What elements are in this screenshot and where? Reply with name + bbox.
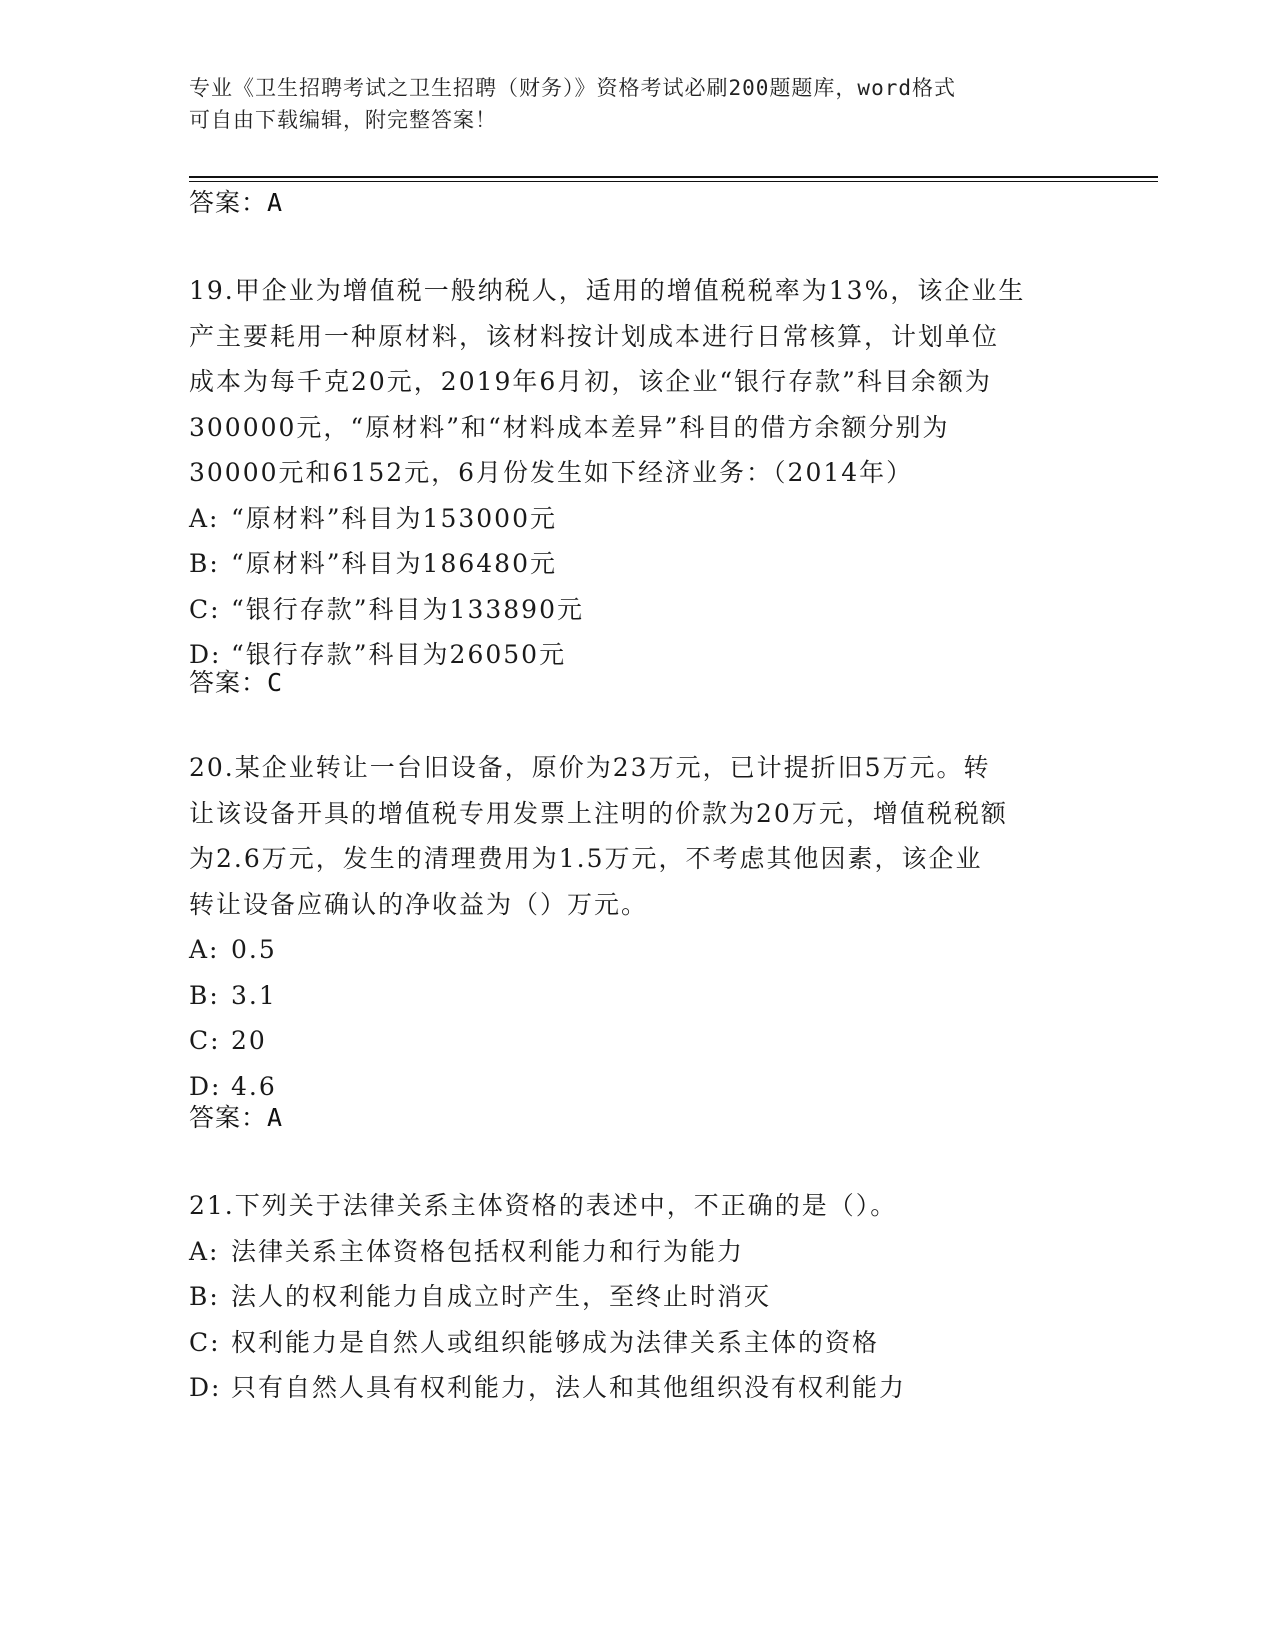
- option-text: “银行存款”科目为26050元: [231, 640, 567, 669]
- option-text: 权利能力是自然人或组织能够成为法律关系主体的资格: [231, 1327, 880, 1357]
- question-stem: 让该设备开具的增值税专用发票上注明的价款为20万元，增值税税额: [189, 798, 1008, 828]
- option-a: [189, 1229, 1089, 1275]
- question-stem: 为2.6万元，发生的清理费用为1.5万元，不考虑其他因素，该企业: [189, 844, 983, 873]
- question-19: [189, 268, 1089, 678]
- option-key: D:: [189, 1373, 222, 1402]
- option-c: [189, 587, 1089, 633]
- option-key: D:: [189, 1071, 222, 1101]
- option-a: [189, 927, 1089, 973]
- option-text: 法人的权利能力自成立时产生，至终止时消灭: [231, 1282, 772, 1311]
- option-text: 只有自然人具有权利能力，法人和其他组织没有权利能力: [231, 1373, 907, 1402]
- question-stem: 21.下列关于法律关系主体资格的表述中，不正确的是（）。: [189, 1191, 898, 1220]
- option-text: 0.5: [231, 935, 277, 964]
- option-d: [189, 1064, 1089, 1110]
- document-header: [189, 72, 1089, 136]
- question-stem: 产主要耗用一种原材料，该材料按计划成本进行日常核算，计划单位: [189, 321, 1000, 351]
- option-key: A:: [189, 935, 220, 964]
- question-stem: 19.甲企业为增值税一般纳税人，适用的增值税税率为13%，该企业生: [189, 276, 1026, 305]
- option-b: [189, 1274, 1089, 1320]
- option-b: [189, 541, 1089, 587]
- question-stem: 20.某企业转让一台旧设备，原价为23万元，已计提折旧5万元。转: [189, 753, 991, 782]
- option-key: B:: [189, 1282, 220, 1311]
- option-key: C:: [189, 1026, 221, 1055]
- question-stem: 30000元和6152元，6月份发生如下经济业务：（2014年）: [189, 458, 914, 487]
- option-text: “原材料”科目为186480元: [231, 549, 557, 578]
- option-text: 4.6: [231, 1071, 277, 1101]
- option-key: C:: [189, 594, 221, 624]
- option-key: B:: [189, 980, 220, 1010]
- option-a: [189, 496, 1089, 542]
- option-text: 3.1: [231, 980, 277, 1010]
- option-text: 法律关系主体资格包括权利能力和行为能力: [231, 1236, 745, 1266]
- question-stem: 成本为每千克20元，2019年6月初，该企业“银行存款”科目余额为: [189, 367, 992, 396]
- question-21: [189, 1183, 1089, 1411]
- option-c: [189, 1320, 1089, 1366]
- option-d: [189, 632, 1089, 678]
- option-key: A:: [189, 503, 220, 533]
- header-title-line-2: 可自由下载编辑，附完整答案！: [189, 108, 497, 132]
- option-key: B:: [189, 549, 220, 578]
- option-d: [189, 1365, 1089, 1411]
- option-c: [189, 1018, 1089, 1064]
- option-key: A:: [189, 1236, 220, 1266]
- question-stem: 300000元，“原材料”和“材料成本差异”科目的借方余额分别为: [189, 412, 950, 442]
- answer-previous-question: 答案：A: [189, 188, 284, 217]
- answer-question-19: 答案：C: [189, 668, 284, 697]
- option-text: “银行存款”科目为133890元: [231, 594, 584, 624]
- header-title-line-1: 专业《卫生招聘考试之卫生招聘（财务）》资格考试必刷200题题库，word格式: [189, 76, 956, 100]
- option-text: 20: [231, 1026, 267, 1055]
- option-key: C:: [189, 1327, 221, 1357]
- option-key: D:: [189, 640, 222, 669]
- answer-question-20: 答案：A: [189, 1103, 284, 1132]
- question-20: [189, 745, 1089, 1109]
- option-text: “原材料”科目为153000元: [231, 503, 557, 533]
- question-stem: 转让设备应确认的净收益为（）万元。: [189, 889, 649, 919]
- header-divider-thin: [189, 181, 1158, 182]
- header-divider-thick: [189, 176, 1158, 178]
- option-b: [189, 973, 1089, 1019]
